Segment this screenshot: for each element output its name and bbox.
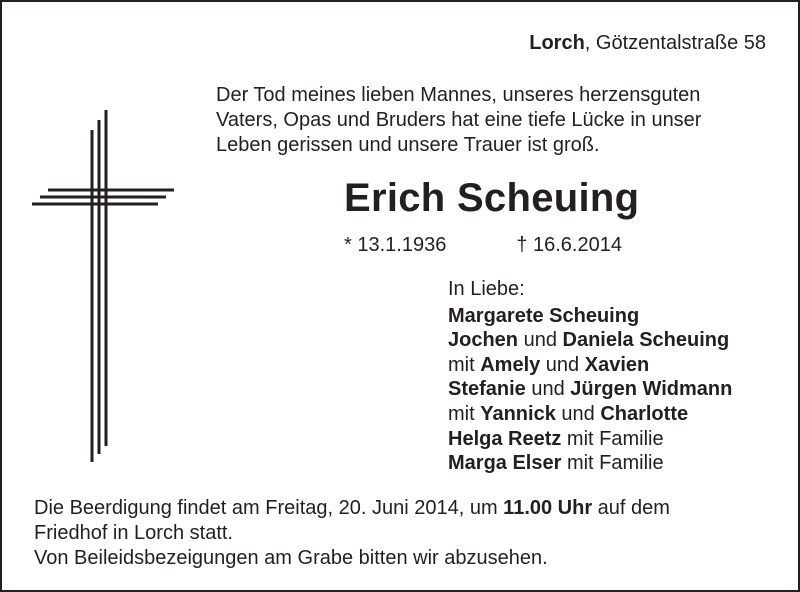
deceased-name: Erich Scheuing	[344, 176, 640, 220]
family-lines	[448, 304, 732, 476]
family-connector-text: und	[525, 378, 571, 401]
family-member-name: Charlotte	[600, 402, 689, 425]
family-line	[448, 304, 732, 329]
family-member-name: Jochen	[448, 329, 519, 352]
family-line	[448, 427, 732, 452]
family-member-name: Xavien	[584, 353, 650, 376]
address-city: Lorch	[529, 32, 585, 54]
family-line	[448, 402, 732, 427]
funeral-text: auf dem	[592, 497, 670, 519]
life-dates	[344, 232, 622, 258]
family-line	[448, 451, 732, 476]
family-line	[448, 328, 732, 353]
address-street: , Götzentalstraße 58	[584, 32, 766, 54]
funeral-line	[34, 496, 670, 521]
funeral-time: 11.00 Uhr	[503, 497, 593, 519]
family-lead: In Liebe:	[448, 278, 525, 300]
family-member-name: Marga Elser	[448, 452, 562, 475]
funeral-date-text: Die Beerdigung findet am Freitag, 20. Juni 2014, um	[34, 497, 504, 519]
funeral-info	[34, 496, 670, 571]
family-list	[448, 277, 732, 476]
family-connector-text: mit Familie	[561, 427, 664, 450]
family-line	[448, 353, 732, 378]
family-connector-text: mit	[448, 353, 481, 376]
intro-line: Vaters, Opas und Bruders hat eine tiefe Lücke in unser	[216, 109, 702, 131]
family-connector-text: mit Familie	[561, 452, 664, 475]
family-member-name: Margarete Scheuing	[448, 304, 640, 327]
family-member-name: Helga Reetz	[448, 427, 562, 450]
family-member-name: Yannick	[480, 402, 556, 425]
funeral-line: Friedhof in Lorch statt.	[34, 522, 233, 544]
funeral-line: Von Beileidsbezeigungen am Grabe bitten wir abzusehen.	[34, 547, 548, 569]
family-line	[448, 377, 732, 402]
family-connector-text: mit	[448, 402, 481, 425]
intro-line: Der Tod meines lieben Mannes, unseres herzensguten	[216, 84, 701, 106]
family-connector-text: und	[540, 353, 585, 376]
family-connector-text: und	[518, 329, 563, 352]
death-date: † 16.6.2014	[516, 234, 622, 256]
family-member-name: Daniela Scheuing	[562, 329, 730, 352]
intro-line: Leben gerissen und unsere Trauer ist groß.	[216, 134, 600, 156]
intro-text	[216, 83, 786, 158]
family-member-name: Amely	[480, 353, 541, 376]
family-member-name: Stefanie	[448, 378, 526, 401]
address-line	[529, 30, 766, 56]
birth-date: * 13.1.1936	[344, 234, 447, 256]
family-member-name: Jürgen Widmann	[570, 378, 733, 401]
cross-icon	[2, 2, 202, 482]
family-connector-text: und	[555, 402, 601, 425]
